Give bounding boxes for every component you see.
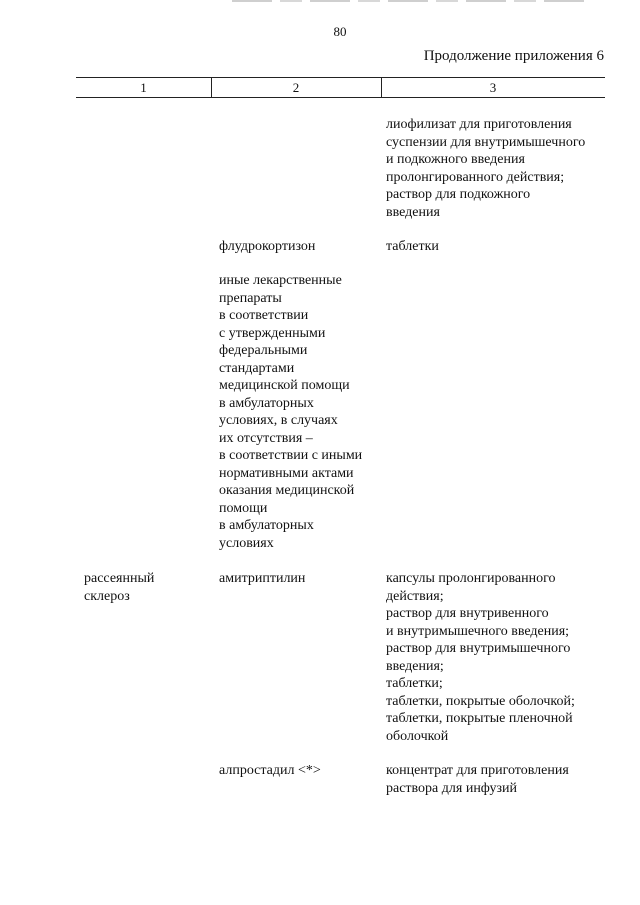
drug-line: медицинской помощи (219, 378, 350, 393)
drug-line: нормативными актами (219, 465, 354, 481)
drug-line: условиях (219, 535, 274, 551)
disease-line: склероз (84, 588, 130, 604)
scan-edge-line (232, 0, 592, 2)
disease-line: рассеянный (84, 571, 155, 586)
form-line: концентрат для приготовления (386, 763, 569, 778)
drug-line: в соответствии с иными (219, 448, 363, 463)
form-line: таблетки; (386, 676, 443, 691)
dosage-forms-cell (386, 116, 616, 221)
form-line: раствор для подкожного (386, 187, 531, 202)
drug-line: флудрокортизон (219, 239, 316, 254)
form-line: суспензии для внутримышечного (386, 134, 586, 150)
form-line: и подкожного введения (386, 152, 525, 167)
form-line: пролонгированного действия; (386, 169, 565, 185)
form-line: капсулы пролонгированного (386, 571, 556, 586)
drug-line: с утвержденными (219, 325, 326, 341)
column-header-3: 3 (489, 80, 497, 95)
drug-name-cell (219, 570, 379, 588)
drug-line: в амбулаторных (219, 518, 314, 533)
drug-line: в соответствии (219, 308, 309, 323)
disease-cell (84, 570, 209, 605)
table-header (76, 77, 605, 98)
drug-name-cell (219, 762, 379, 780)
form-line: раствор для внутривенного (386, 606, 549, 621)
page-number: 80 (333, 24, 347, 39)
form-line: раствор для внутримышечного (386, 641, 571, 656)
drug-line: оказания медицинской (219, 483, 355, 498)
column-header-1: 1 (140, 80, 147, 95)
drug-line: в амбулаторных (219, 395, 314, 411)
drug-line: стандартами (219, 360, 295, 376)
drug-line: федеральными (219, 343, 308, 358)
dosage-forms-cell (386, 238, 616, 256)
continuation-label: Продолжение приложения 6 (423, 48, 604, 64)
form-line: и внутримышечного введения; (386, 623, 570, 639)
dosage-forms-cell (386, 570, 616, 745)
form-line: таблетки (386, 239, 439, 254)
form-line: таблетки, покрытые оболочкой; (386, 693, 575, 709)
drug-line: их отсутствия – (219, 430, 313, 446)
form-line: введения (386, 204, 440, 220)
drug-line: помощи (219, 500, 268, 516)
drug-line: препараты (219, 290, 282, 306)
form-line: раствора для инфузий (386, 780, 518, 796)
form-line: введения; (386, 658, 444, 674)
form-line: таблетки, покрытые пленочной (386, 711, 573, 726)
drug-name-cell (219, 238, 379, 256)
drug-line: иные лекарственные (219, 273, 342, 288)
form-line: лиофилизат для приготовления (386, 117, 572, 132)
drug-name-cell (219, 272, 379, 552)
dosage-forms-cell (386, 762, 616, 797)
column-header-2: 2 (292, 80, 300, 95)
form-line: оболочкой (386, 728, 449, 744)
drug-line: амитриптилин (219, 571, 306, 586)
drug-line: алпростадил <*> (219, 763, 321, 778)
drug-line: условиях, в случаях (219, 413, 338, 428)
form-line: действия; (386, 588, 444, 604)
